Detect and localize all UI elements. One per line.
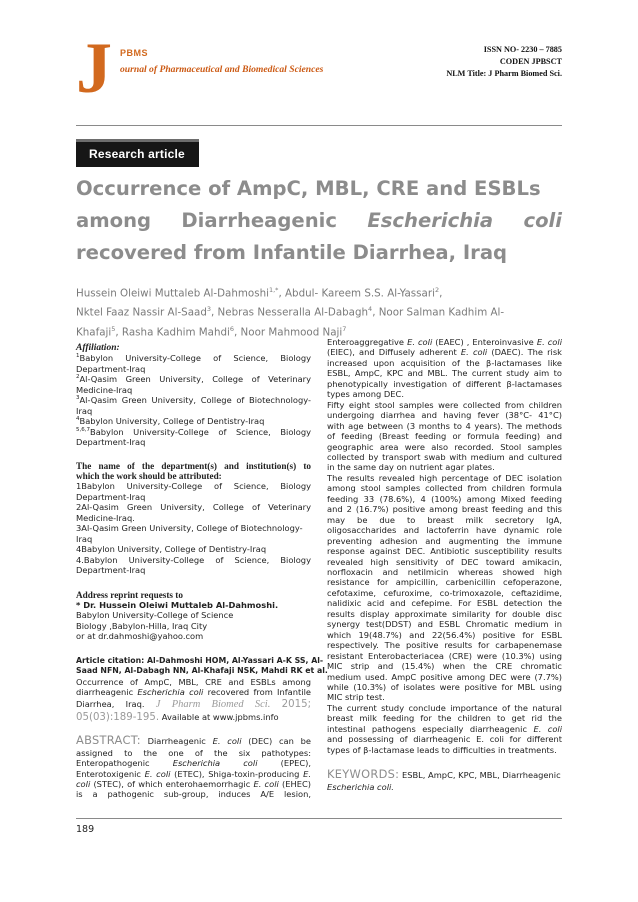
footer-rule: [76, 818, 562, 819]
journal-name: ournal of Pharmaceutical and Biomedical Sciences: [120, 64, 324, 75]
affiliation-list: $^1$Babylon University-College of Science, Biology Department-Iraq $^2$Al-Qasim Green University, College of Veterinary Medicine-Iraq $^3$Al-Qasim Green University, College of Biotechnology- Iraq $^4$Babylon University, College of Dentistry-Iraq $^{5,6,7}$Babylon University-College of Science, Biology Department-Iraq: [76, 353, 311, 448]
affiliation-item: $^2$Al-Qasim Green University, College of Veterinary: [76, 374, 311, 385]
article-citation: Article citation: Al-Dahmoshi HOM, Al-Yassari A-K SS, Al- Saad NFN, Al-Dabagh NN, Al-Khafaji NSK, Mahdi RK et al. Occurrence of AmpC, MBL, CRE and ESBLs among diarrheagenic Escherichia coli recovered from Infantile Diarrhea, Iraq. J Pharm Biomed Sci. 2015; 05(03):189-195. Available at www.jpbms.info: [76, 655, 328, 723]
attribution-heading: The name of the department(s) and institution(s) to which the work should be attributed:: [76, 460, 311, 481]
journal-logo-j: [76, 34, 116, 100]
affiliation-item: $^4$Babylon University, College of Dentistry-Iraq: [76, 416, 265, 427]
page-number: 189: [76, 824, 95, 835]
authors-line-1: Hussein Oleiwi Muttaleb Al-Dahmoshi$^{1,*}$, Abdul- Kareem S.S. Al-Yassari$^2$,: [76, 286, 443, 300]
abstract-continued: Enteroaggregative E. coli (EAEC) , Enteroinvasive E. coli (EIEC), and Diffusely adherent E. coli (DAEC). The risk increased upon acquisition of the β-lactamases like ESBL, AmpC, KPC and MBL. The current study aim to phenotypically investigation of different β-lactamases types among DEC. Fifty eight stool samples were collected from children undergoing diarrhea and having fever (38°C- 41°C) with age between (3 months to 4 years). The methods of feeding (Breast feeding or formula feeding) and geographic area were also recorded. Stool samples collected by transport swab with medium and cultured in the same day on nutrient agar plates. The results revealed high percentage of DEC isolation among stool samples collected from children formula feeding 33 (78.6%), 4 (100%) among Mixed feeding and 2 (16.7%) positive among breast feeding and this may be due to breast milk secretory IgA, oligosaccharides and lactoferrin have dynamic role preventing adhesion and augmenting the immune response against DEC. Antibiotic susceptibility results revealed high sensitivity of DEC toward amikacin, norfloxacin and netilmicin whereas showed high resistance for ampicillin, carbenicillin cefoperazone, cefotaxime, cefuroxime, co-trimoxazole, ceftazidime, nalidixic acid and cefepime. For ESBL detection the results display approximate similarity for double disc synergy test(DDST) and ESBL Chromatic medium in which 19(48.7%) and 22(56.4%) positive for ESBL respectively. The positive results for carbapenemase resistant Enterobacteriacea (CRE) were (10.3%) using MIC strip and (15.4%) when the CRE chromatic medium used. AmpC positive among DEC were (7.7%) while (10.3%) of isolates were positive for MBL using MIC strip test. The current study conclude importance of the natural breast milk feeding for the children to get rid the intestinal pathogens especially diarrheagenic E. coli and possessing of diarrheagenic E. coli for different types of β-lactamase leads to difficulties in treatments.: [327, 337, 563, 755]
author-list: [76, 282, 562, 340]
reprint-email: or at dr.dahmoshi@yahoo.com: [76, 631, 204, 642]
affiliation-item: $^3$Al-Qasim Green University, College of Biotechnology-: [76, 395, 311, 406]
reprint-address: Babylon University-College of Science Biology ,Babylon-Hilla, Iraq City or at dr.dahmoshi@yahoo.com: [76, 610, 311, 641]
affiliation-heading: Affiliation:: [76, 343, 120, 353]
authors-line-3: Khafaji$^5$, Rasha Kadhim Mahdi$^6$, Noor Mahmood Naji$^7$: [76, 324, 347, 339]
logo-letter: J: [76, 34, 112, 100]
title-line-2: among Diarrheagenic Escherichia coli: [76, 209, 562, 232]
logo-pbms: PBMS: [120, 48, 149, 58]
title-line-3: recovered from Infantile Diarrhea, Iraq: [76, 241, 508, 264]
right-column: [327, 337, 562, 793]
article-type-label: Research article: [89, 147, 185, 161]
coden: CODEN JPBSCT: [499, 57, 562, 66]
header-rule: [76, 125, 562, 126]
reprint-heading: Address reprint requests to: [76, 589, 183, 600]
journal-meta: [446, 44, 562, 80]
article-title: [76, 173, 562, 269]
keywords-label: KEYWORDS:: [327, 767, 400, 782]
left-column: [76, 343, 328, 800]
abstract-label: ABSTRACT:: [76, 732, 141, 747]
issn: ISSN NO- 2230 – 7885: [483, 45, 562, 54]
article-type-badge: [76, 139, 199, 167]
reprint-name: * Dr. Hussein Oleiwi Muttaleb Al-Dahmoshi.: [76, 599, 279, 610]
authors-line-2: Nktel Faaz Nassir Al-Saad$^3$, Nebras Nesseralla Al-Dabagh$^4$, Noor Salman Kadhim Al-: [76, 305, 505, 319]
abstract: ABSTRACT: Diarrheagenic E. coli (DEC) can be assigned to the one of the six pathotypes: Enteropathogenic Escherichia coli (EPEC), Enterotoxigenic E. coli (ETEC), Shiga-toxin-producing E. coli (STEC), of which enterohaemorrhagic E. coli (EHEC) is a pathogenic sub-group, induces A/E lesion,: [76, 732, 312, 800]
affiliation-item: $^1$Babylon University-College of Science, Biology: [76, 353, 311, 364]
title-line-1: Occurrence of AmpC, MBL, CRE and ESBLs: [76, 177, 541, 200]
keywords: KEYWORDS: ESBL, AmpC, KPC, MBL, Diarrheagenic Escherichia coli.: [327, 767, 561, 793]
nlm-title: NLM Title: J Pharm Biomed Sci.: [446, 69, 562, 78]
affiliation-item: $^{5,6,7}$Babylon University-College of Science, Biology: [76, 426, 311, 437]
attribution-list: 1Babylon University-College of Science, Biology Department-Iraq 2Al-Qasim Green University, College of Veterinary Medicine-Iraq. 3Al-Qasim Green University, College of Biotechnology- Iraq 4Babylon University, College of Dentistry-Iraq 4.Babylon University-College of Science, Biology Department-Iraq: [76, 481, 311, 576]
